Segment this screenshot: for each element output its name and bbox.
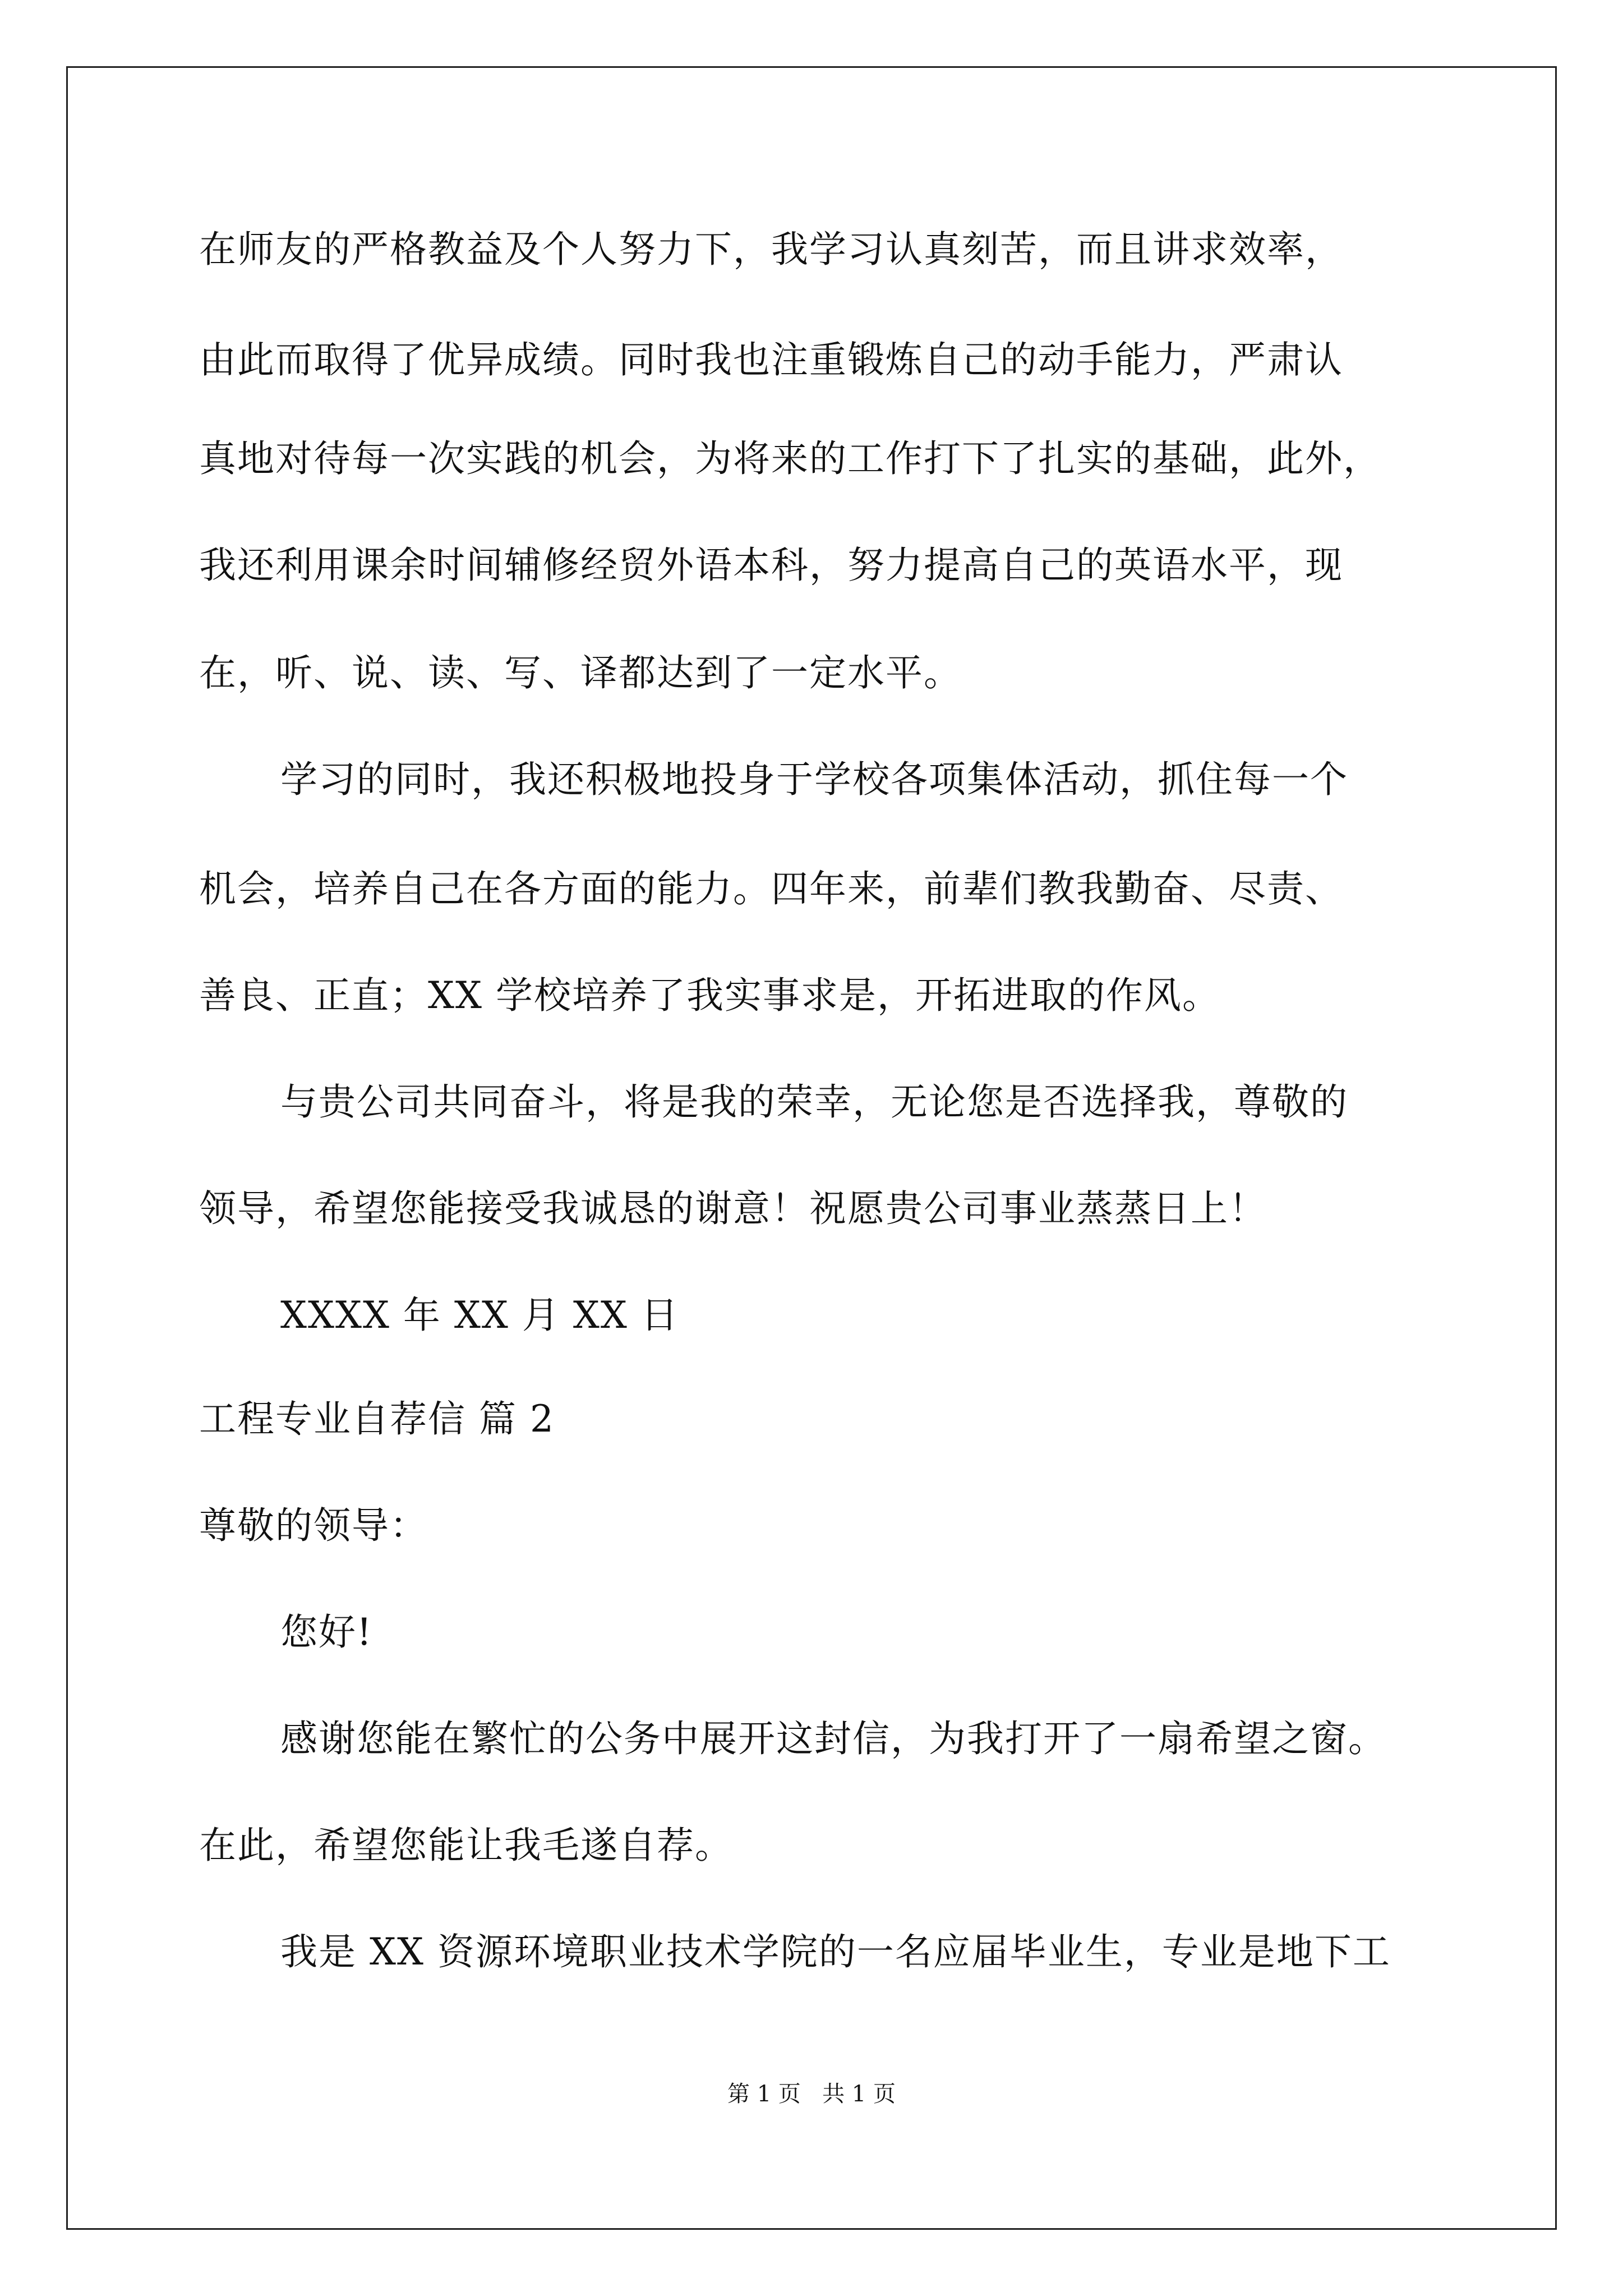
text-line: 领导，希望您能接受我诚恳的谢意！祝愿贵公司事业蒸蒸日上！ bbox=[199, 1187, 1267, 1230]
paragraph-start-line: 我是 XX 资源环境职业技术学院的一名应届毕业生，专业是地下工 bbox=[280, 1930, 1391, 1973]
text-line: 机会，培养自己在各方面的能力。四年来，前辈们教我勤奋、尽责、 bbox=[199, 867, 1343, 910]
paragraph-start-line: 学习的同时，我还积极地投身于学校各项集体活动，抓住每一个 bbox=[280, 758, 1348, 801]
date-line: XXXX 年 XX 月 XX 日 bbox=[280, 1294, 679, 1337]
greeting: 您好! bbox=[280, 1611, 373, 1654]
page-border bbox=[66, 66, 1557, 2230]
text-line: 在师友的严格教益及个人努力下，我学习认真刻苦，而且讲求效率， bbox=[199, 228, 1343, 271]
text-line: 由此而取得了优异成绩。同时我也注重锻炼自己的动手能力，严肃认 bbox=[199, 338, 1343, 381]
paragraph-start-line: 感谢您能在繁忙的公务中展开这封信，为我打开了一扇希望之窗。 bbox=[280, 1717, 1386, 1760]
text-line: 真地对待每一次实践的机会，为将来的工作打下了扎实的基础，此外， bbox=[199, 437, 1381, 480]
text-line: 在，听、说、读、写、译都达到了一定水平。 bbox=[199, 651, 962, 694]
section-heading: 工程专业自荐信 篇 2 bbox=[199, 1397, 555, 1441]
text-line: 我还利用课余时间辅修经贸外语本科，努力提高自己的英语水平，现 bbox=[199, 544, 1343, 587]
page-footer: 第 1 页 共 1 页 bbox=[727, 2081, 896, 2107]
text-line: 在此，希望您能让我毛遂自荐。 bbox=[199, 1824, 733, 1867]
paragraph-start-line: 与贵公司共同奋斗，将是我的荣幸，无论您是否选择我，尊敬的 bbox=[280, 1080, 1348, 1124]
text-line: 善良、正直；XX 学校培养了我实事求是，开拓进取的作风。 bbox=[199, 974, 1220, 1017]
salutation: 尊敬的领导： bbox=[199, 1504, 428, 1547]
